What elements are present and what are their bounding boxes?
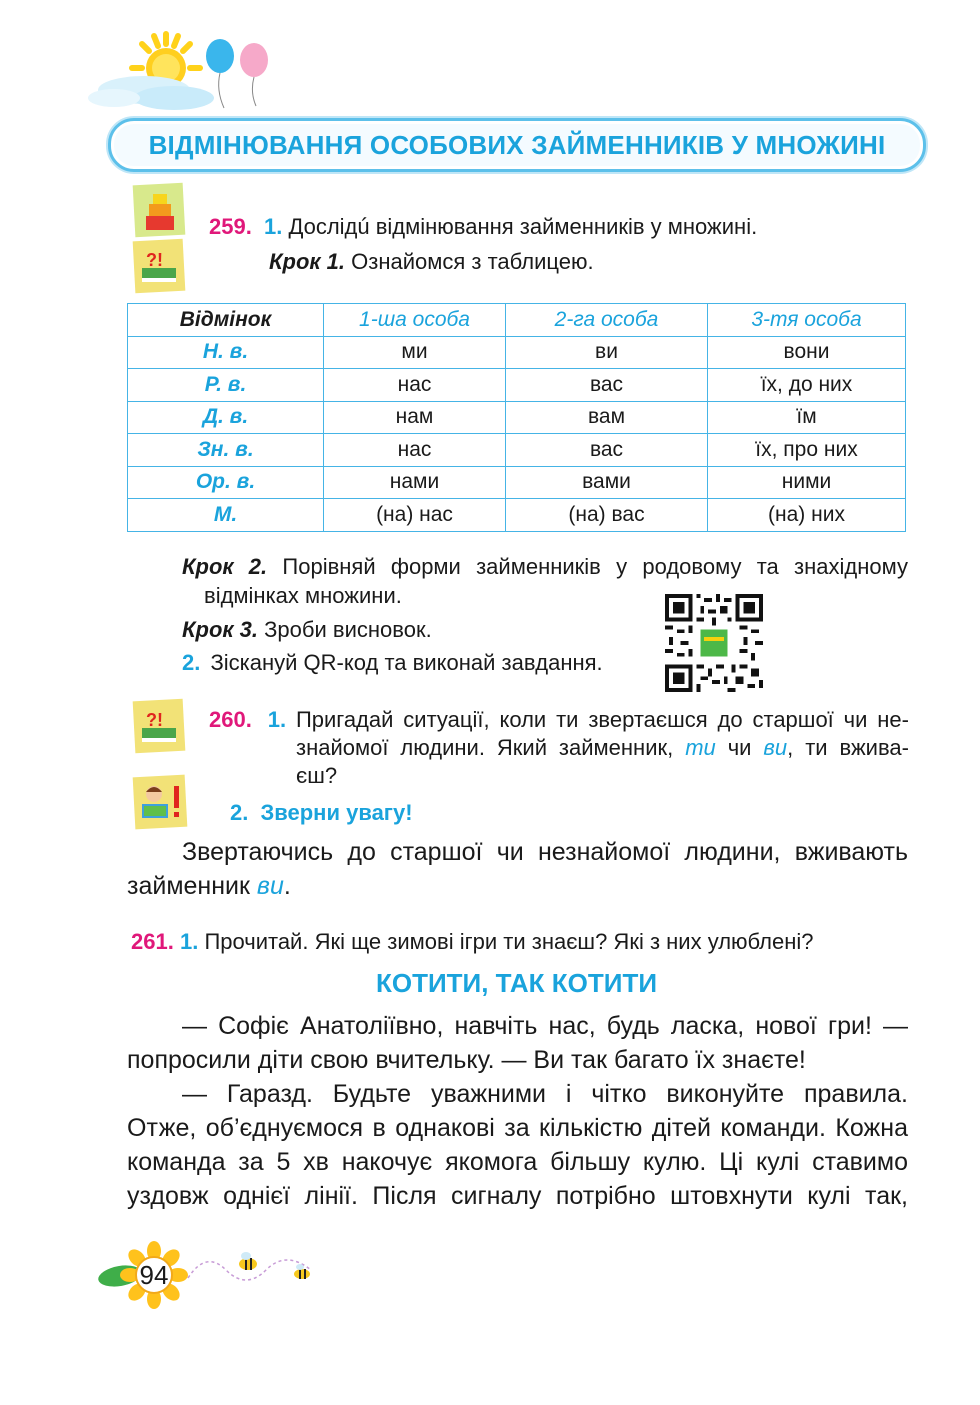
ex260-task2-num: 2.: [230, 800, 249, 825]
ex259-task1-text: Дослідú відмінювання займенників у множині.: [288, 214, 758, 239]
step2-label: Крок 2.: [182, 554, 268, 579]
svg-text:?!: ?!: [146, 250, 163, 270]
table-cell: вас: [506, 434, 708, 467]
pronoun-vy: ви: [763, 735, 788, 760]
page-title: ВІДМІНЮВАННЯ ОСОБОВИХ ЗАЙМЕННИКІВ У МНОЖИНІ: [148, 129, 886, 160]
table-cell: (на) вас: [506, 499, 708, 532]
table-cell: їх, про них: [708, 434, 906, 467]
table-cell: ми: [324, 336, 506, 369]
ex260-number: 260.: [209, 707, 252, 732]
table-cell: нам: [324, 401, 506, 434]
blocks-icon: [132, 182, 186, 238]
ex259-number: 259.: [209, 214, 252, 239]
step1-text: Ознайомся з таблицею.: [351, 249, 594, 274]
rule-line2-text: займенник: [127, 872, 250, 900]
ex261-task1-num: 1.: [179, 929, 199, 954]
table-cell: їх, до них: [708, 369, 906, 402]
ex260-task1-line1: [209, 705, 909, 735]
table-row: [128, 434, 906, 467]
header-case: Відмінок: [128, 304, 324, 337]
sun-balloons-decoration: [84, 28, 284, 120]
page-number: 94: [139, 1260, 169, 1290]
ex259-step3: [182, 615, 432, 645]
table-row: [128, 499, 906, 532]
pronoun-ty: ти: [685, 735, 716, 760]
reading-child-attention-icon: [132, 774, 190, 832]
table-cell: нами: [324, 466, 506, 499]
ex260-task2: [230, 798, 413, 828]
table-header-row: [128, 304, 906, 337]
ex259-step2: [182, 552, 908, 582]
table-cell: (на) них: [708, 499, 906, 532]
story-p2-line4: уздовж однієї лінії. Після сигналу потрібно штовхнути кулі так,: [127, 1182, 908, 1210]
header-third-person: 3-тя особа: [708, 304, 906, 337]
table-cell: вас: [506, 369, 708, 402]
ex260-line2-b: , ти вжива-: [787, 735, 909, 760]
title-bar: [108, 118, 926, 172]
step2-text: Порівняй форми займенників у родовому та знахідному: [282, 554, 908, 579]
table-cell: вами: [506, 466, 708, 499]
header-second-person: 2-га особа: [506, 304, 708, 337]
case-cell: Д. в.: [128, 401, 324, 434]
table-row: [128, 336, 906, 369]
table-cell: їм: [708, 401, 906, 434]
story-title: КОТИТИ, ТАК КОТИТИ: [375, 968, 658, 998]
story-p1-line1: — Софіє Анатоліївно, навчіть нас, будь ласка, нової гри! —: [182, 1012, 908, 1040]
qr-code-icon[interactable]: [664, 594, 764, 692]
table-row: [128, 401, 906, 434]
ex261-task1: [131, 927, 814, 957]
ex260-task2-text: Зверни увагу!: [260, 800, 413, 825]
ex259-task2-num: 2.: [182, 650, 201, 675]
case-cell: Р. в.: [128, 369, 324, 402]
question-book-icon: [132, 698, 186, 754]
header-first-person: 1-ша особа: [324, 304, 506, 337]
ex259-task2: [182, 648, 603, 678]
step3-text: Зроби висновок.: [264, 617, 432, 642]
ex260-line2-a: знайомої людини. Який займенник,: [296, 735, 674, 760]
ex259-task1: [209, 212, 757, 242]
ex259-task2-text: Зіскануй QR-код та виконай завдання.: [210, 650, 603, 675]
ex260-line1: Пригадай ситуації, коли ти звертаєшся до старшої чи не-: [295, 707, 909, 732]
table-row: [128, 466, 906, 499]
table-row: [128, 369, 906, 402]
ex259-step1: [269, 247, 594, 277]
rule-pronoun-vy: ви: [256, 872, 284, 900]
table-cell: ними: [708, 466, 906, 499]
ex260-chy: чи: [727, 735, 752, 760]
case-cell: Зн. в.: [128, 434, 324, 467]
ex259-task1-num: 1.: [263, 214, 283, 239]
step1-label: Крок 1.: [269, 249, 346, 274]
ex260-task1-num: 1.: [267, 707, 287, 732]
step3-label: Крок 3.: [182, 617, 259, 642]
step2-text-line2: відмінках множини.: [204, 583, 402, 608]
question-book-icon: [132, 238, 186, 294]
svg-text:?!: ?!: [146, 710, 163, 730]
table-cell: нас: [324, 434, 506, 467]
rule-line2: [127, 869, 291, 904]
table-cell: нас: [324, 369, 506, 402]
ex260-task1-line2: [296, 733, 909, 763]
sunflower-bees-decoration: [96, 1240, 326, 1310]
rule-period: .: [283, 872, 291, 900]
case-cell: М.: [128, 499, 324, 532]
story-p2-line2: Отже, об’єднуємося в однакові за кількістю дітей команди. Кожна: [127, 1114, 908, 1142]
story-p2-line1: — Гаразд. Будьте уважними і чітко виконуйте правила.: [182, 1080, 908, 1108]
table-cell: вам: [506, 401, 708, 434]
rule-line1: Звертаючись до старшої чи незнайомої людини, вживають: [182, 838, 908, 866]
table-cell: вони: [708, 336, 906, 369]
table-cell: ви: [506, 336, 708, 369]
story-p1-line2: попросили діти свою вчительку. — Ви так багато їх знаєте!: [127, 1046, 806, 1074]
story-p2-line3: команда за 5 хв накочує якомога більшу кулю. Ці кулі ставимо: [127, 1148, 908, 1176]
ex261-number: 261.: [131, 929, 174, 954]
pronoun-declension-table: [127, 303, 906, 532]
ex260-line3: єш?: [296, 763, 338, 788]
case-cell: Ор. в.: [128, 466, 324, 499]
table-cell: (на) нас: [324, 499, 506, 532]
ex261-task1-text: Прочитай. Які ще зимові ігри ти знаєш? Які з них улюблені?: [204, 929, 814, 954]
case-cell: Н. в.: [128, 336, 324, 369]
